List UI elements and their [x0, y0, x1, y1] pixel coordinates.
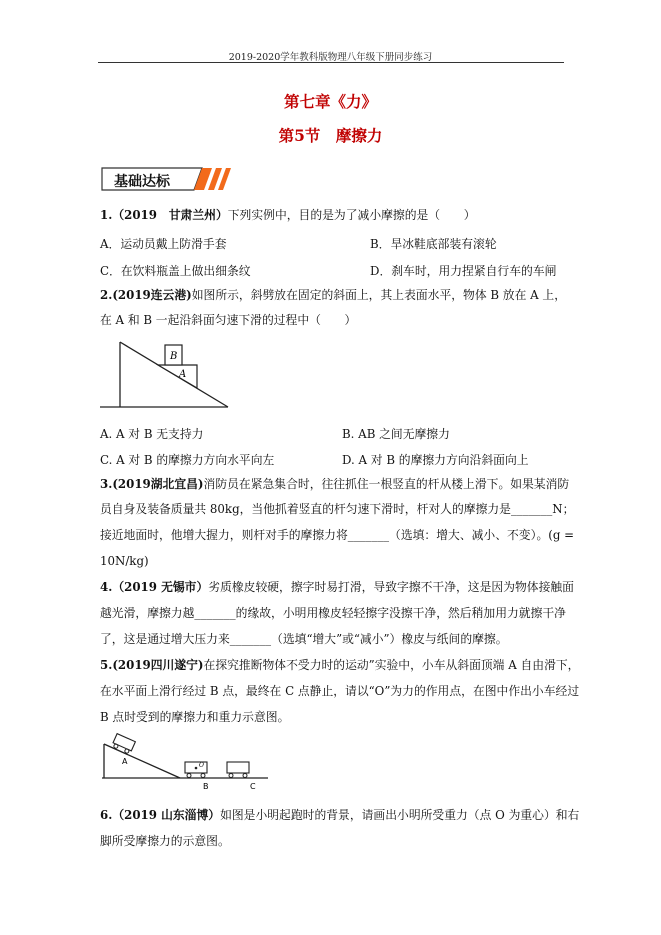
question-text-line: 接近地面时，他增大握力，则杆对手的摩擦力将_______（选填：增大、减小、不变）。(g = [100, 528, 575, 542]
question-text-line: B 点时受到的摩擦力和重力示意图。 [100, 710, 290, 724]
section-title: 第5节 摩擦力 [278, 126, 383, 145]
question-source: （2019 山东淄博） [112, 808, 221, 822]
label-c: C [250, 782, 256, 791]
question-3 [100, 476, 569, 492]
question-text-line: 越光滑，摩擦力越_______的缘故，小明用橡皮轻轻擦字没擦干净，然后稍加用力就擦干净 [100, 606, 566, 620]
question-5 [100, 657, 579, 673]
option-a: A. A 对 B 无支持力 [100, 427, 204, 441]
section-banner [98, 164, 236, 194]
option-b: B．旱冰鞋底部装有滚轮 [370, 237, 497, 251]
cart-at-c [227, 762, 249, 778]
question-text-line: 在 A 和 B 一起沿斜面匀速下滑的过程中（ ） [100, 313, 357, 327]
question-source: (2019四川遂宁) [112, 658, 204, 672]
cart-incline-figure [100, 730, 270, 792]
question-2 [100, 287, 566, 303]
question-text-line: 10N/kg) [100, 554, 149, 568]
question-text: 在探究推断物体不受力时的运动”实验中，小车从斜面顶端 A 自由滑下， [203, 658, 580, 672]
question-source: (2019连云港) [112, 288, 192, 302]
label-o: O [199, 762, 204, 769]
question-number: 5. [100, 658, 113, 672]
option-d: D．刹车时，用力捏紧自行车的车闸 [370, 264, 557, 278]
question-6 [100, 807, 579, 823]
incline-slope [104, 744, 180, 778]
cart-at-a [111, 734, 135, 755]
label-b: B [203, 782, 209, 791]
banner-label: 基础达标 [114, 174, 170, 190]
question-number: 3. [100, 477, 113, 491]
label-b: B [170, 351, 178, 362]
option-c: C. A 对 B 的摩擦力方向水平向左 [100, 453, 275, 467]
question-number: 6. [100, 808, 113, 822]
option-b: B. AB 之间无摩擦力 [342, 427, 450, 441]
running-header: 2019-2020学年教科版物理八年级下册同步练习 [228, 52, 433, 63]
chapter-title: 第七章《力》 [283, 92, 377, 111]
question-text-line: 脚所受摩擦力的示意图。 [100, 834, 230, 848]
question-text: 如图是小明起跑时的背景，请画出小明所受重力（点 O 为重心）和右 [220, 808, 580, 822]
question-text: 劣质橡皮较硬，擦字时易打滑，导致字擦不干净，这是因为物体接触面 [208, 580, 574, 594]
header-divider [98, 62, 564, 63]
question-1 [100, 207, 476, 223]
question-text-line: 员自身及装备质量共 80kg，当他抓着竖直的杆匀速下滑时，杆对人的摩擦力是_______N； [100, 502, 575, 516]
incline-wedge-figure [100, 338, 230, 412]
option-a: A．运动员戴上防滑手套 [100, 237, 227, 251]
question-text: 消防员在紧急集合时，往往抓住一根竖直的杆从楼上滑下。如果某消防 [203, 477, 570, 491]
question-source: （2019 无锡市） [112, 580, 209, 594]
question-text-line: 了，这是通过增大压力来_______（选填“增大”或“减小”）橡皮与纸间的摩擦。 [100, 632, 508, 646]
question-number: 2. [100, 288, 113, 302]
question-number: 1. [100, 208, 113, 222]
wedge-a [158, 365, 197, 388]
question-text-line: 在水平面上滑行经过 B 点，最终在 C 点静止，请以“O”为力的作用点，在图中作出小车经过 [100, 684, 580, 698]
question-text: 如图所示，斜劈放在固定的斜面上，其上表面水平，物体 B 放在 A 上， [191, 288, 567, 302]
question-source: （2019 甘肃兰州） [112, 208, 228, 222]
question-number: 4. [100, 580, 113, 594]
option-d: D. A 对 B 的摩擦力方向沿斜面向上 [342, 453, 529, 467]
question-text: 下列实例中，目的是为了减小摩擦的是（ ） [227, 208, 476, 222]
label-a: A [122, 757, 128, 766]
question-source: (2019湖北宜昌) [112, 477, 204, 491]
label-a: A [179, 369, 187, 380]
option-c: C．在饮料瓶盖上做出细条纹 [100, 264, 251, 278]
question-4 [100, 579, 574, 595]
